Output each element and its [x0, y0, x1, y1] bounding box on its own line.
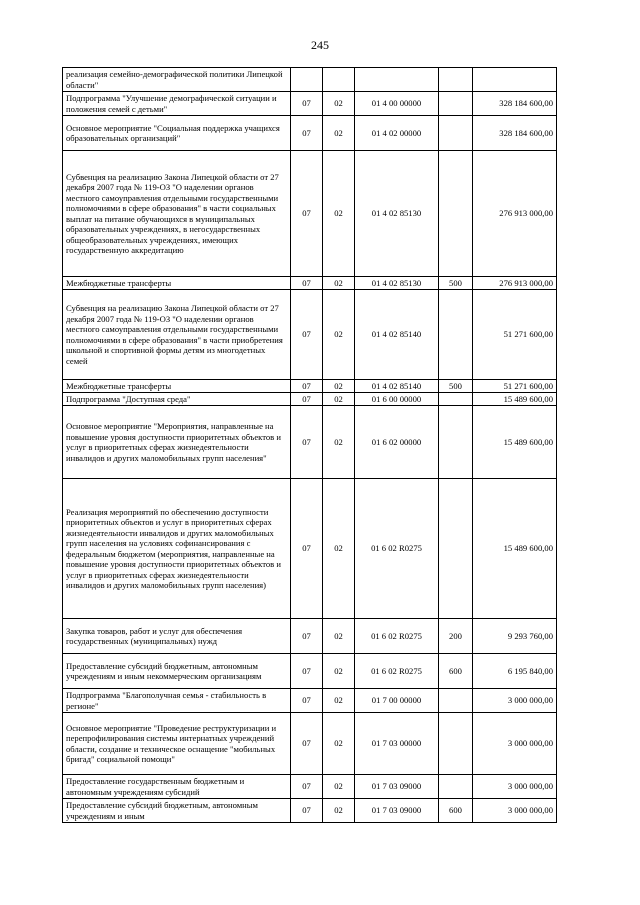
row-target-article: 01 4 02 85130 [355, 151, 439, 277]
row-section: 07 [291, 393, 323, 406]
row-expense-type: 500 [439, 277, 473, 290]
row-expense-type: 200 [439, 619, 473, 654]
row-subsection: 02 [323, 116, 355, 151]
row-expense-type [439, 116, 473, 151]
row-subsection [323, 68, 355, 92]
row-target-article: 01 4 02 85140 [355, 380, 439, 393]
row-name: Закупка товаров, работ и услуг для обеспечения государственных (муниципальных) нужд [63, 619, 291, 654]
table-row [63, 619, 557, 654]
row-expense-type [439, 689, 473, 713]
table-row [63, 380, 557, 393]
row-section [291, 68, 323, 92]
row-name: Подпрограмма "Благополучная семья - стабильность в регионе" [63, 689, 291, 713]
row-name: Основное мероприятие "Социальная поддержка учащихся образовательных организаций" [63, 116, 291, 151]
table-row [63, 151, 557, 277]
row-amount: 276 913 000,00 [473, 151, 557, 277]
row-amount: 3 000 000,00 [473, 689, 557, 713]
row-amount: 3 000 000,00 [473, 713, 557, 775]
row-amount: 15 489 600,00 [473, 406, 557, 479]
row-section: 07 [291, 654, 323, 689]
row-amount: 9 293 760,00 [473, 619, 557, 654]
row-section: 07 [291, 116, 323, 151]
row-section: 07 [291, 277, 323, 290]
row-amount: 3 000 000,00 [473, 775, 557, 799]
row-target-article: 01 7 03 00000 [355, 713, 439, 775]
row-name: Предоставление субсидий бюджетным, автономным учреждениям и иным [63, 799, 291, 823]
table-row [63, 406, 557, 479]
row-name: Предоставление субсидий бюджетным, автономным учреждениям и иным некоммерческим организациям [63, 654, 291, 689]
row-expense-type [439, 479, 473, 619]
row-section: 07 [291, 619, 323, 654]
table-row [63, 799, 557, 823]
row-target-article: 01 4 00 00000 [355, 92, 439, 116]
row-target-article: 01 6 02 R0275 [355, 479, 439, 619]
row-section: 07 [291, 92, 323, 116]
table-row [63, 393, 557, 406]
row-subsection: 02 [323, 151, 355, 277]
row-section: 07 [291, 380, 323, 393]
row-subsection: 02 [323, 713, 355, 775]
row-target-article: 01 4 02 85130 [355, 277, 439, 290]
row-target-article: 01 7 03 09000 [355, 775, 439, 799]
table-row [63, 775, 557, 799]
budget-table [62, 67, 557, 823]
row-target-article: 01 6 02 R0275 [355, 619, 439, 654]
row-subsection: 02 [323, 619, 355, 654]
row-subsection: 02 [323, 799, 355, 823]
row-expense-type [439, 393, 473, 406]
row-amount: 3 000 000,00 [473, 799, 557, 823]
table-row [63, 116, 557, 151]
table-row [63, 92, 557, 116]
row-subsection: 02 [323, 479, 355, 619]
row-amount: 276 913 000,00 [473, 277, 557, 290]
row-target-article: 01 4 02 00000 [355, 116, 439, 151]
page-number: 245 [311, 38, 329, 52]
row-subsection: 02 [323, 689, 355, 713]
row-target-article: 01 7 03 09000 [355, 799, 439, 823]
row-section: 07 [291, 775, 323, 799]
row-subsection: 02 [323, 654, 355, 689]
row-amount: 328 184 600,00 [473, 116, 557, 151]
row-name: Межбюджетные трансферты [63, 380, 291, 393]
row-name: Субвенция на реализацию Закона Липецкой области от 27 декабря 2007 года № 119-ОЗ "О наделении органов местного самоуправления отдельными государственными полномочиями в сфере образования" в части социальных выплат на питание обучающихся в муниципальных образовательных учреждениях, в негосударственных общеобразовательных учреждениях, имеющих государственную аккредитацию [63, 151, 291, 277]
row-expense-type [439, 68, 473, 92]
row-name: Межбюджетные трансферты [63, 277, 291, 290]
row-name: Предоставление государственным бюджетным и автономным учреждениям субсидий [63, 775, 291, 799]
row-subsection: 02 [323, 775, 355, 799]
row-amount: 15 489 600,00 [473, 479, 557, 619]
row-amount: 6 195 840,00 [473, 654, 557, 689]
row-section: 07 [291, 479, 323, 619]
row-section: 07 [291, 799, 323, 823]
row-target-article: 01 6 02 R0275 [355, 654, 439, 689]
row-name: Подпрограмма "Доступная среда" [63, 393, 291, 406]
row-section: 07 [291, 406, 323, 479]
row-name: Основное мероприятие "Проведение реструктуризации и перепрофилирования системы интернатных учреждений области, создание и техническое оснащение "мобильных бригад" социальной помощи" [63, 713, 291, 775]
table-row [63, 277, 557, 290]
row-section: 07 [291, 689, 323, 713]
row-section: 07 [291, 290, 323, 380]
table-row [63, 479, 557, 619]
table-row [63, 689, 557, 713]
row-subsection: 02 [323, 393, 355, 406]
row-expense-type [439, 151, 473, 277]
row-subsection: 02 [323, 290, 355, 380]
row-expense-type [439, 406, 473, 479]
row-expense-type: 600 [439, 799, 473, 823]
row-target-article: 01 6 00 00000 [355, 393, 439, 406]
table-row [63, 654, 557, 689]
row-name: Основное мероприятие "Мероприятия, направленные на повышение уровня доступности приоритетных объектов и услуг в приоритетных сферах жизнедеятельности инвалидов и других маломобильных групп населения" [63, 406, 291, 479]
row-amount: 51 271 600,00 [473, 290, 557, 380]
row-section: 07 [291, 713, 323, 775]
row-expense-type [439, 290, 473, 380]
table-row [63, 68, 557, 92]
row-name: Реализация мероприятий по обеспечению доступности приоритетных объектов и услуг в приоритетных сферах жизнедеятельности инвалидов и других маломобильных групп населения на условиях софинансирования с федеральным бюджетом (мероприятия, направленные на повышение уровня доступности приоритетных объектов и услуг в приоритетных сферах жизнедеятельности инвалидов и других маломобильных групп населения) [63, 479, 291, 619]
row-target-article [355, 68, 439, 92]
row-name: реализация семейно-демографической политики Липецкой области" [63, 68, 291, 92]
row-amount [473, 68, 557, 92]
row-subsection: 02 [323, 277, 355, 290]
row-target-article: 01 6 02 00000 [355, 406, 439, 479]
row-expense-type [439, 775, 473, 799]
row-expense-type: 600 [439, 654, 473, 689]
row-expense-type [439, 92, 473, 116]
row-subsection: 02 [323, 92, 355, 116]
row-amount: 51 271 600,00 [473, 380, 557, 393]
row-name: Подпрограмма "Улучшение демографической ситуации и положения семей с детьми" [63, 92, 291, 116]
row-name: Субвенция на реализацию Закона Липецкой области от 27 декабря 2007 года № 119-ОЗ "О наделении органов местного самоуправления отдельными государственными полномочиями в сфере образования" в части приобретения школьной и спортивной формы детям из многодетных семей [63, 290, 291, 380]
row-subsection: 02 [323, 406, 355, 479]
row-expense-type: 500 [439, 380, 473, 393]
row-amount: 15 489 600,00 [473, 393, 557, 406]
row-section: 07 [291, 151, 323, 277]
row-subsection: 02 [323, 380, 355, 393]
row-expense-type [439, 713, 473, 775]
row-amount: 328 184 600,00 [473, 92, 557, 116]
table-row [63, 713, 557, 775]
row-target-article: 01 4 02 85140 [355, 290, 439, 380]
row-target-article: 01 7 00 00000 [355, 689, 439, 713]
table-row [63, 290, 557, 380]
